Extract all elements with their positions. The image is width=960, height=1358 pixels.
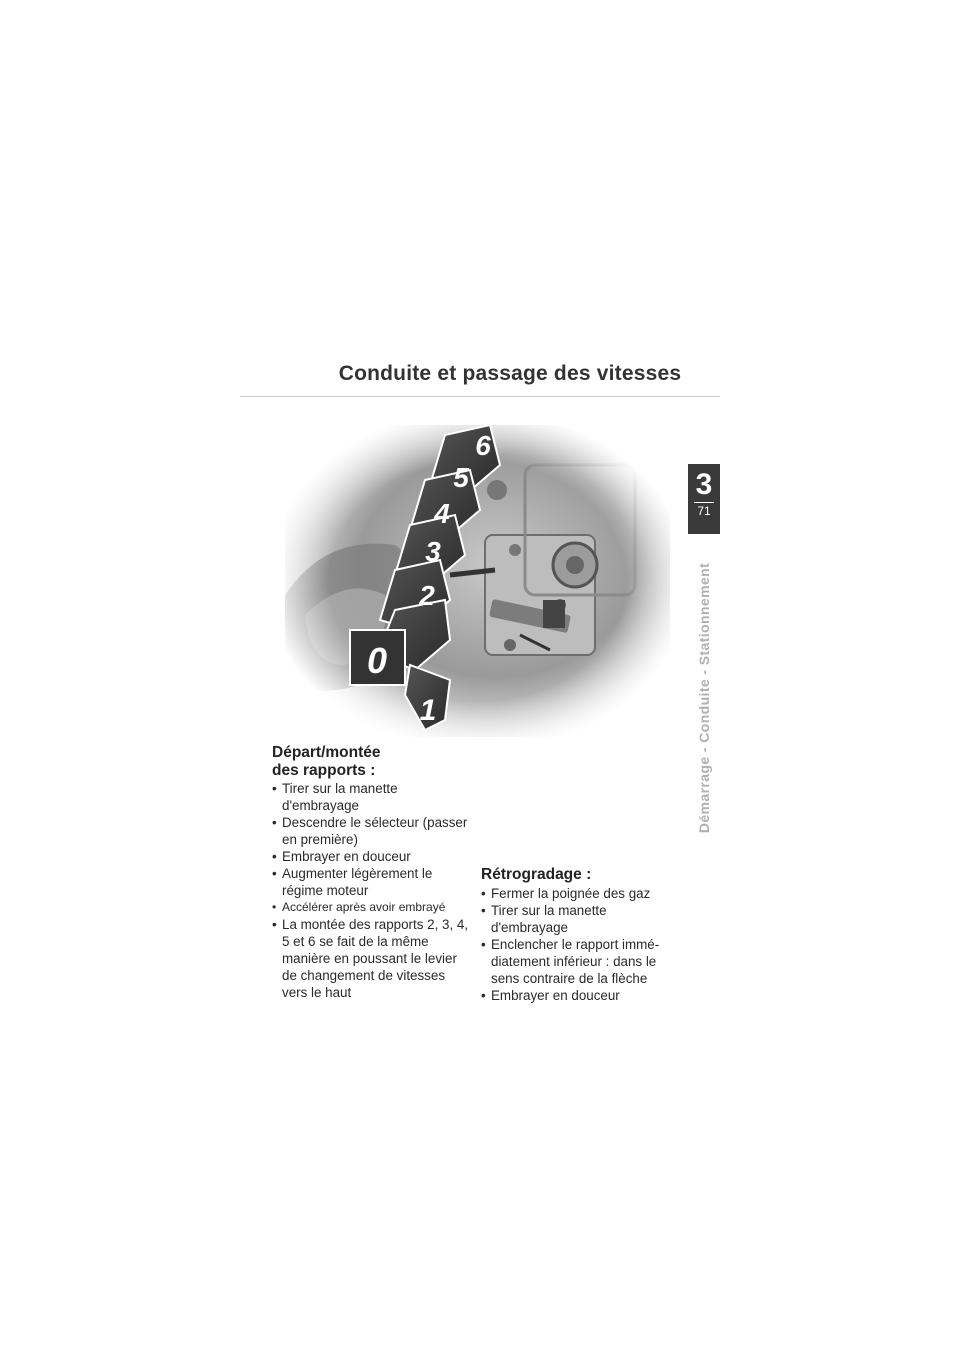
list-item: • Descendre le sélecteur (passer en première) bbox=[272, 814, 472, 848]
page-number: 71 bbox=[697, 504, 711, 518]
gear-label-6: 6 bbox=[475, 430, 491, 461]
upshift-heading-line1: Départ/montée bbox=[272, 744, 381, 761]
list-item: • La montée des rapports 2, 3, 4, 5 et 6 se fait de la même manière en poussant le levier de changement de vitesses vers le haut bbox=[272, 916, 472, 1001]
list-item: • Embrayer en douceur bbox=[272, 848, 472, 865]
gear-label-2: 2 bbox=[419, 580, 435, 611]
gear-label-5: 5 bbox=[453, 462, 469, 493]
list-item: • Enclencher le rapport immé-diatement inférieur : dans le sens contraire de la flèche bbox=[481, 936, 681, 987]
downshift-section bbox=[481, 866, 681, 1004]
list-item: • Augmenter légèrement le régime moteur bbox=[272, 865, 472, 899]
gear-label-3: 3 bbox=[425, 536, 441, 567]
gear-label-4: 4 bbox=[434, 498, 450, 529]
chapter-number: 3 bbox=[695, 468, 713, 501]
upshift-heading bbox=[272, 744, 472, 779]
gear-label-0: 0 bbox=[366, 640, 388, 681]
list-item: • Embrayer en douceur bbox=[481, 987, 681, 1004]
side-chapter-label-text: Démarrage - Conduite - Stationnement bbox=[696, 562, 712, 834]
upshift-section bbox=[272, 744, 472, 1001]
downshift-heading: Rétrogradage : bbox=[481, 866, 592, 883]
downshift-steps bbox=[481, 885, 681, 1004]
chapter-tab bbox=[688, 464, 720, 534]
list-item: • Tirer sur la manette d'embrayage bbox=[272, 780, 472, 814]
list-item: • Fermer la poignée des gaz bbox=[481, 885, 681, 902]
gear-label-1: 1 bbox=[419, 694, 437, 727]
side-chapter-label bbox=[689, 548, 719, 848]
upshift-heading-line2: des rapports : bbox=[272, 761, 376, 779]
gear-shift-photo bbox=[285, 425, 670, 737]
gear-shift-illustration bbox=[285, 425, 670, 737]
list-item: • Tirer sur la manette d'embrayage bbox=[481, 902, 681, 936]
page-title: Conduite et passage des vitesses bbox=[338, 362, 682, 385]
upshift-steps bbox=[272, 780, 472, 1001]
list-item: • Accélérer après avoir embrayé bbox=[272, 899, 472, 916]
title-divider bbox=[240, 396, 720, 397]
